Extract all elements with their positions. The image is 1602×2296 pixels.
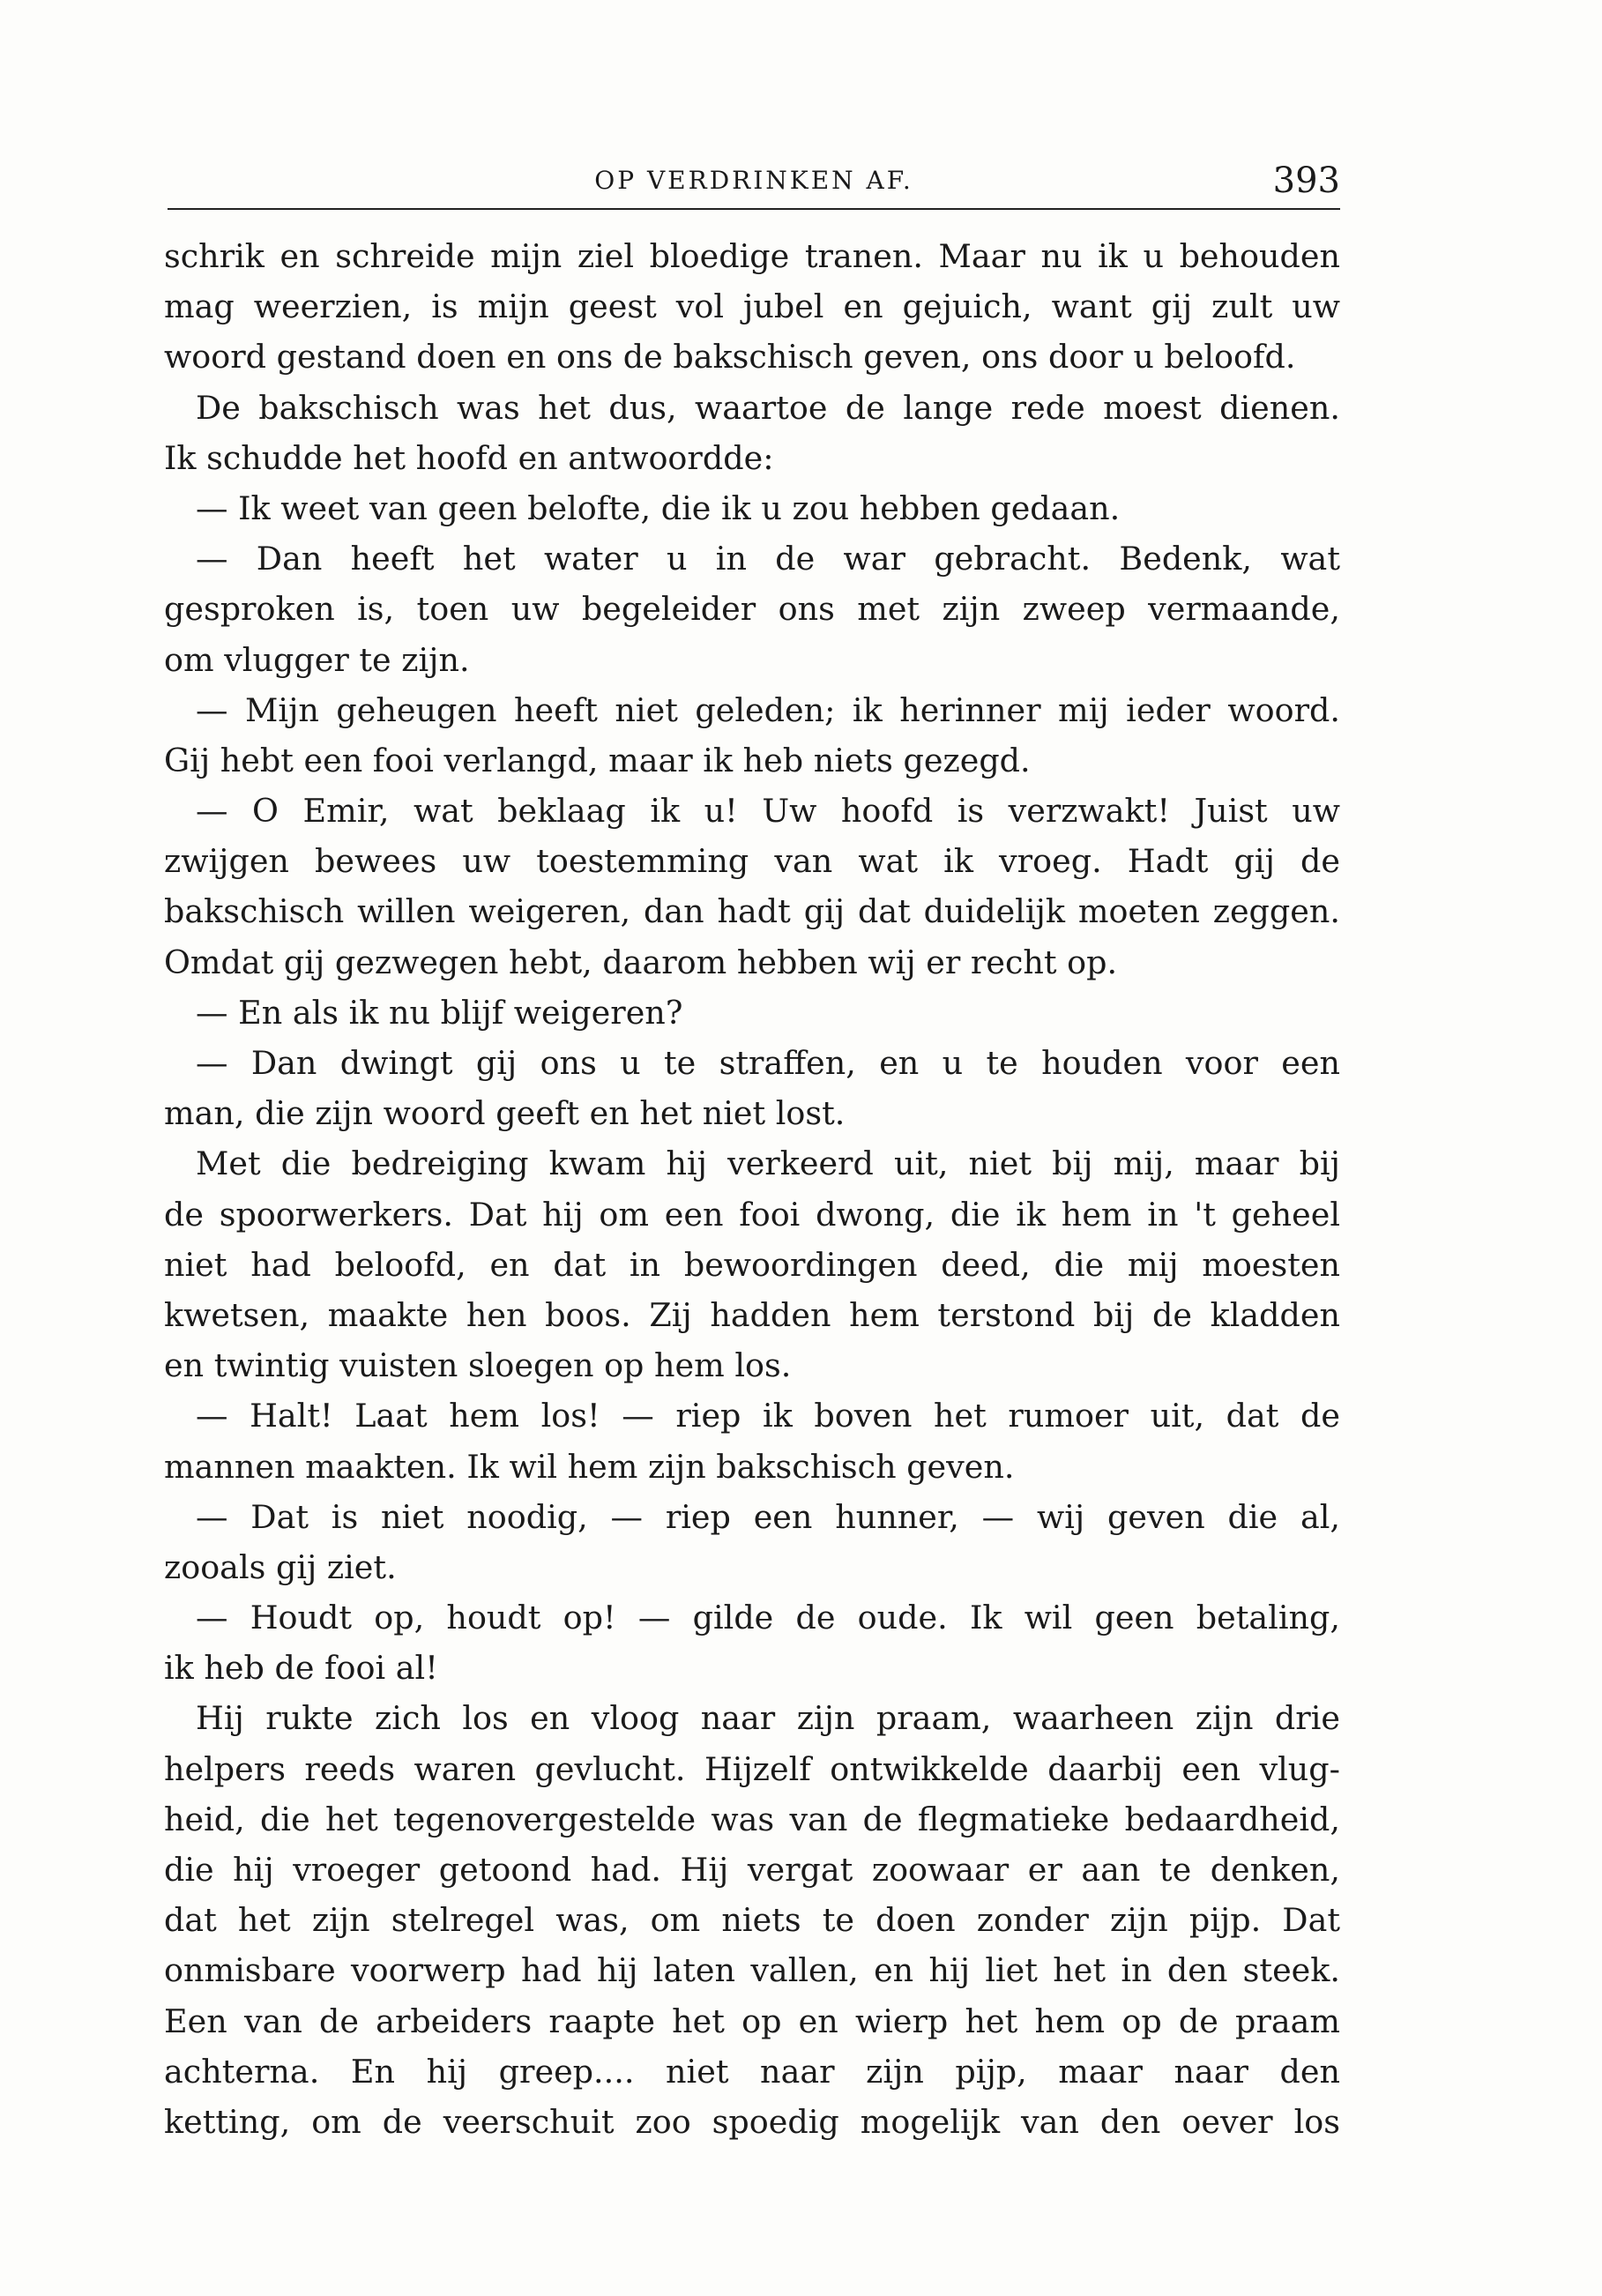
text-line: — Halt! Laat hem los! — riep ik boven het rumoer uit, dat de <box>196 1397 1340 1435</box>
text-line: de spoorwerkers. Dat hij om een fooi dwong, die ik hem in 't geheel <box>164 1195 1340 1234</box>
text-line: — Dan dwingt gij ons u te straffen, en u te houden voor een <box>196 1044 1340 1082</box>
text-line: bakschisch willen weigeren, dan hadt gij dat duidelijk moeten zeggen. <box>164 892 1340 931</box>
text-line: schrik en schreide mijn ziel bloedige tranen. Maar nu ik u behouden <box>164 237 1340 275</box>
text-line: — Dat is niet noodig, — riep een hunner, — wij geven die al, <box>196 1497 1340 1536</box>
text-line: om vlugger te zijn. <box>164 640 470 679</box>
text-line: Een van de arbeiders raapte het op en wierp het hem op de praam <box>164 2002 1340 2040</box>
text-line: ketting, om de veerschuit zoo spoedig mogelijk van den oever los <box>164 2102 1340 2141</box>
text-line: — Mijn geheugen heeft niet geleden; ik herinner mij ieder woord. <box>196 690 1340 729</box>
text-line: gesproken is, toen uw begeleider ons met zijn zweep vermaande, <box>164 590 1340 629</box>
text-line: heid, die het tegenovergestelde was van de flegmatieke bedaardheid, <box>164 1800 1340 1838</box>
text-line: De bakschisch was het dus, waartoe de lange rede moest dienen. <box>196 388 1340 427</box>
text-line: Met die bedreiging kwam hij verkeerd uit, niet bij mij, maar bij <box>196 1144 1340 1183</box>
text-line: ik heb de fooi al! <box>164 1649 438 1688</box>
text-line: niet had beloofd, en dat in bewoordingen deed, die mij moesten <box>164 1245 1340 1284</box>
text-line: woord gestand doen en ons de bakschisch geven, ons door u beloofd. <box>164 338 1296 376</box>
text-line: Ik schudde het hoofd en antwoordde: <box>164 438 774 477</box>
text-line: man, die zijn woord geeft en het niet lost. <box>164 1094 846 1133</box>
running-title: OP VERDRINKEN AF. <box>594 166 913 195</box>
text-line: — Houdt op, houdt op! — gilde de oude. Ik wil geen betaling, <box>196 1599 1340 1637</box>
text-line: helpers reeds waren gevlucht. Hijzelf ontwikkelde daarbij een vlug- <box>164 1749 1340 1788</box>
text-line: — O Emir, wat beklaag ik u! Uw hoofd is verzwakt! Juist uw <box>196 792 1340 831</box>
text-line: — En als ik nu blijf weigeren? <box>196 993 683 1032</box>
page-number: 393 <box>1272 160 1340 201</box>
text-line: Hij rukte zich los en vloog naar zijn praam, waarheen zijn drie <box>196 1699 1340 1738</box>
text-line: achterna. En hij greep.... niet naar zijn pijp, maar naar den <box>164 2052 1340 2091</box>
text-line: Gij hebt een fooi verlangd, maar ik heb niets gezegd. <box>164 741 1031 779</box>
text-line: Omdat gij gezwegen hebt, daarom hebben wij er recht op. <box>164 943 1118 981</box>
running-head <box>168 157 1340 210</box>
text-line: — Ik weet van geen belofte, die ik u zou hebben gedaan. <box>196 488 1121 527</box>
text-line: mannen maakten. Ik wil hem zijn bakschisch geven. <box>164 1447 1015 1486</box>
body-text <box>164 231 1340 2147</box>
text-line: kwetsen, maakte hen boos. Zij hadden hem terstond bij de kladden <box>164 1295 1340 1334</box>
text-line: zwijgen bewees uw toestemming van wat ik vroeg. Hadt gij de <box>164 842 1340 881</box>
text-line: zooals gij ziet. <box>164 1547 397 1586</box>
text-line: mag weerzien, is mijn geest vol jubel en gejuich, want gij zult uw <box>164 287 1340 326</box>
text-line: en twintig vuisten sloegen op hem los. <box>164 1346 792 1385</box>
text-line: — Dan heeft het water u in de war gebracht. Bedenk, wat <box>196 540 1340 578</box>
header-rule <box>168 208 1340 210</box>
text-line: dat het zijn stelregel was, om niets te doen zonder zijn pijp. Dat <box>164 1901 1340 1940</box>
text-line: die hij vroeger getoond had. Hij vergat zoowaar er aan te denken, <box>164 1851 1340 1889</box>
text-line: onmisbare voorwerp had hij laten vallen, en hij liet het in den steek. <box>164 1951 1340 1990</box>
